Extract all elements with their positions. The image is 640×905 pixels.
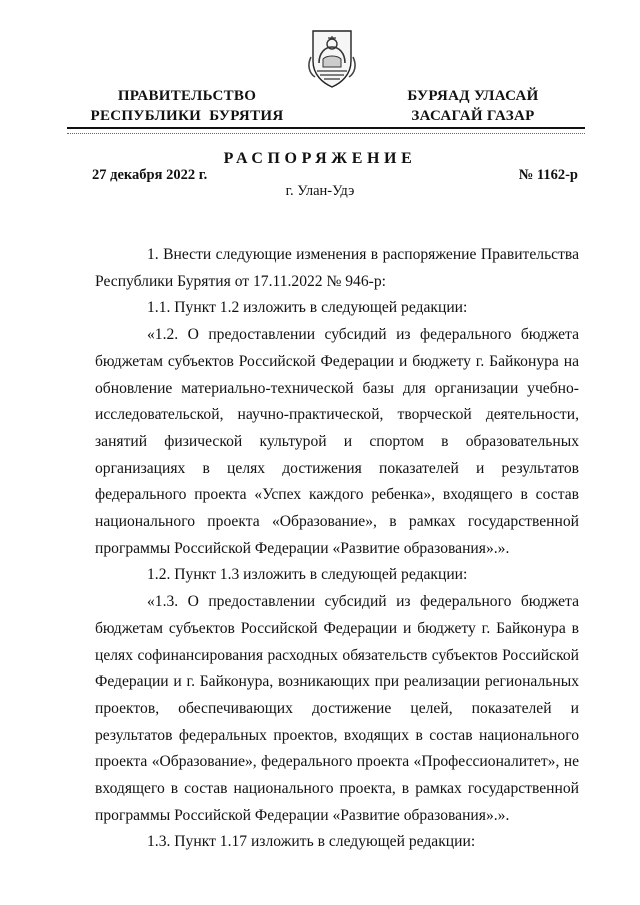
paragraph: «1.2. О предоставлении субсидий из федерального бюджета бюджетам субъектов Российской Федерации и бюджету г. Байконура на обновление материально-технической базы для организации учебно-исследовательской, научно-практической, творческой деятельности, занятий физической культурой и спортом в образовательных организациях в целях достижения показателей и результатов федерального проекта «Успех каждого ребенка», входящего в состав национального проекта «Образование», в рамках государственной программы Российской Федерации «Развитие образования».». bbox=[95, 326, 579, 557]
paragraph: 1.3. Пункт 1.17 изложить в следующей редакции: bbox=[147, 833, 476, 851]
document-body bbox=[95, 242, 579, 856]
org-name-line: ЗАСАГАЙ ГАЗАР bbox=[411, 108, 535, 124]
document-city: г. Улан-Удэ bbox=[285, 183, 355, 199]
org-name-line: РЕСПУБЛИКИ БУРЯТИЯ bbox=[90, 108, 284, 124]
coat-of-arms-icon bbox=[305, 27, 359, 89]
paragraph: 1. Внести следующие изменения в распоряжение Правительства Республики Бурятия от 17.11.2022 № 946-р: bbox=[95, 246, 579, 290]
paragraph: «1.3. О предоставлении субсидий из федерального бюджета бюджетам субъектов Российской Федерации и бюджету г. Байконура в целях софинансирования расходных обязательств субъектов Российской Федерации и г. Байконура, возникающих при реализации региональных проектов, обеспечивающих достижение целей, показателей и результатов федеральных проектов, входящих в состав национального проекта «Образование», федерального проекта «Профессионалитет», не входящего в состав национального проекта, в рамках государственной программы Российской Федерации «Развитие образования».». bbox=[95, 593, 579, 824]
paragraph: 1.1. Пункт 1.2 изложить в следующей редакции: bbox=[147, 299, 468, 317]
header-divider-dotted bbox=[67, 133, 585, 134]
org-name-line: БУРЯАД УЛАСАЙ bbox=[407, 88, 539, 104]
document-number: № 1162-р bbox=[518, 167, 578, 183]
org-name-russian bbox=[77, 86, 297, 126]
org-name-buryat bbox=[363, 86, 583, 126]
document-date: 27 декабря 2022 г. bbox=[92, 167, 208, 183]
header-divider bbox=[67, 127, 585, 129]
org-name-line: ПРАВИТЕЛЬСТВО bbox=[117, 88, 257, 104]
paragraph: 1.2. Пункт 1.3 изложить в следующей редакции: bbox=[147, 566, 468, 584]
document-title: РАСПОРЯЖЕНИЕ bbox=[223, 150, 417, 167]
